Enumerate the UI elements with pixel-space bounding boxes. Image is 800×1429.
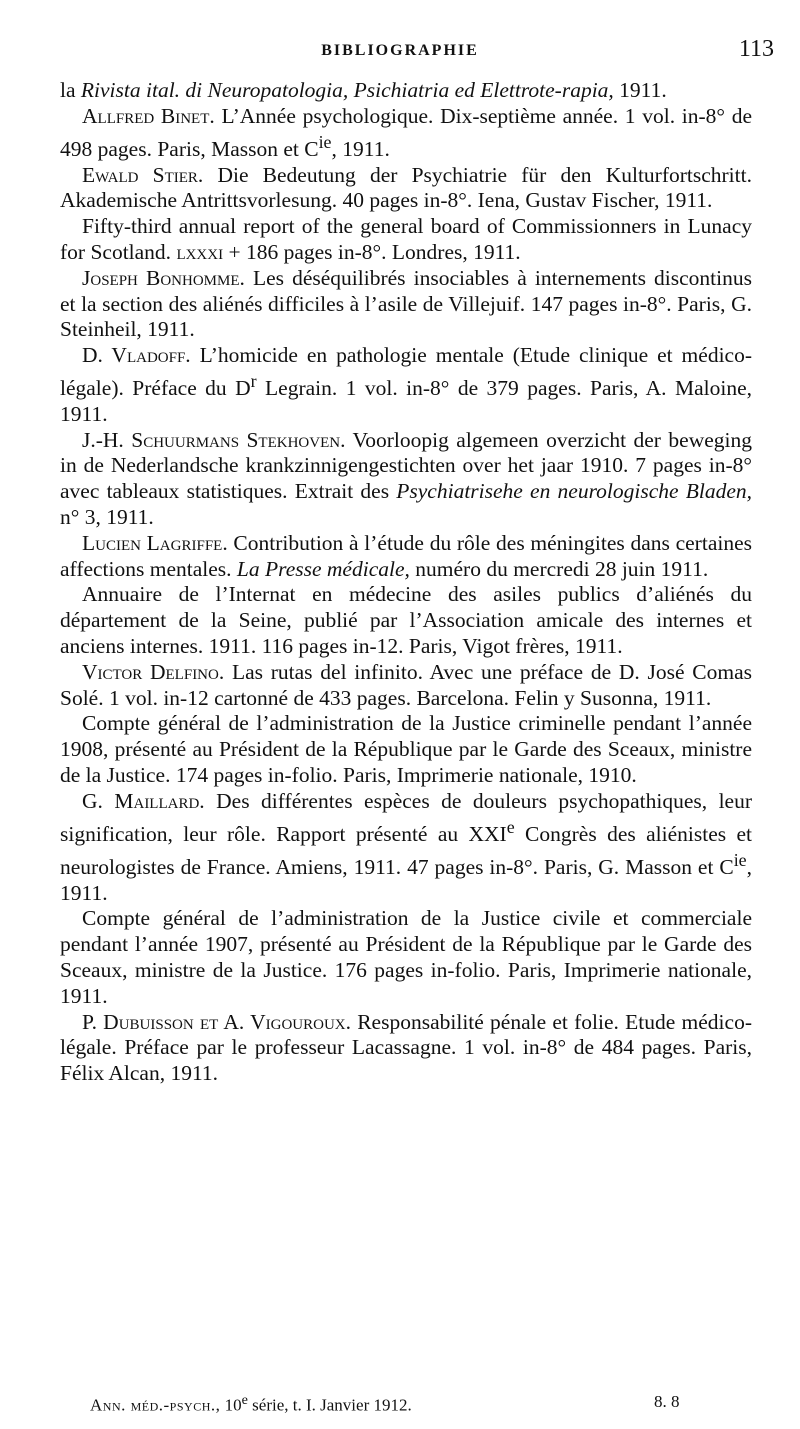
entry-author: J.-H. Schuurmans Stekhoven.: [82, 427, 346, 452]
entry-title-italic: Rivista ital. di Neuropatologia, Psichiatria ed Elettrote-rapia,: [80, 78, 614, 102]
footer-series-suffix: e: [241, 1392, 248, 1408]
entry-superscript: r: [250, 370, 257, 391]
bibliography-entry: [60, 266, 752, 343]
entry-superscript: ie: [318, 131, 332, 152]
entry-text: lxxxi: [176, 239, 224, 264]
entry-text: Responsabilité pénale et folie. Etude médico-légale. Préface par le professeur Lacassagne. 1 vol. in-8° de 484 pages. Paris, Félix Alcan, 1911.: [60, 1009, 752, 1086]
entry-author: Allfred Binet.: [82, 103, 215, 128]
footer-series-number: 10: [224, 1395, 242, 1415]
entry-title-italic: Psychiatrisehe en neurologische Bladen,: [396, 479, 752, 504]
bibliography-list: [60, 78, 752, 1087]
entry-text: , 1911.: [60, 854, 752, 905]
bibliography-entry: [60, 214, 752, 266]
entry-text: la: [60, 78, 81, 102]
entry-author: D. Vladoff.: [82, 343, 191, 368]
entry-text: Compte général de l’administration de la Justice civile et commerciale pendant l’année 1907, présenté au Président de la République par le Garde des Sceaux, ministre de la Justice. 176 pages in-folio. Paris, Imprimerie nationale, 1911.: [60, 906, 752, 1008]
entry-text: Contribution à l’étude du rôle des méningites dans certaines affections mentales.: [60, 530, 752, 581]
entry-author: P. Dubuisson et A. Vigouroux.: [82, 1009, 351, 1034]
running-title: BIBLIOGRAPHIE: [321, 42, 479, 59]
entry-superscript: e: [506, 816, 515, 837]
entry-text: L’Année psychologique. Dix-septième année. 1 vol. in-8° de 498 pages. Paris, Masson et C: [60, 103, 753, 161]
bibliography-entry: [60, 906, 752, 1009]
entry-text: Legrain. 1 vol. in-8° de 379 pages. Paris, A. Maloine, 1911.: [60, 376, 752, 426]
entry-text: Compte général de l’administration de la Justice criminelle pendant l’année 1908, présenté au Président de la République par le Garde des Sceaux, ministre de la Justice. 174 pages in-folio. Paris, Imprimerie nationale, 1910.: [60, 711, 752, 788]
bibliography-entry: [60, 660, 752, 712]
entry-text: Voorloopig algemeen overzicht der beweging in de Nederlandsche krankzinnigengestichten over het jaar 1910. 7 pages in-8° avec tableaux statistiques. Extrait des: [60, 427, 752, 504]
bibliography-entry: [60, 163, 752, 215]
entry-text: Des différentes espèces de douleurs psychopathiques, leur signification, leur rôle. Rapport présenté au XXI: [60, 788, 752, 846]
bibliography-entry: [60, 343, 752, 428]
entry-author: Joseph Bonhomme.: [82, 265, 245, 290]
entry-text: Fifty-third annual report of the general board of Commissionners in Lunacy for Scotland.: [60, 214, 752, 264]
page-header: [0, 36, 800, 70]
bibliography-entry: [60, 711, 752, 788]
bibliography-entry: [60, 789, 752, 907]
entry-text: numéro du mercredi 28 juin 1911.: [409, 556, 709, 581]
entry-text: + 186 pages in-8°. Londres, 1911.: [223, 239, 521, 264]
page-number: 113: [738, 36, 774, 62]
entry-text: , 1911.: [331, 136, 390, 161]
entry-text: L’homicide en pathologie mentale (Etude clinique et médico-légale). Préface du D: [60, 343, 752, 401]
entry-text: Die Bedeutung der Psychiatrie für den Kulturfortschritt. Akademische Antrittsvorlesung. 40 pages in-8°. Iena, Gustav Fischer, 1911.: [60, 162, 752, 213]
bibliography-entry: [60, 531, 752, 583]
entry-author: G. Maillard.: [82, 788, 205, 813]
entry-author: Lucien Lagriffe.: [82, 530, 228, 555]
entry-text: Las rutas del infinito. Avec une préface de D. José Comas Solé. 1 vol. in-12 cartonné de 433 pages. Barcelona. Felin y Susonna, 1911.: [60, 659, 752, 710]
entry-text: n° 3, 1911.: [60, 505, 154, 530]
entry-text: Annuaire de l’Internat en médecine des asiles publics d’aliénés du département de la Seine, publié par l’Association amicale des internes et anciens internes. 1911. 116 pages in-12. Paris, Vigot frères, 1911.: [60, 582, 752, 659]
bibliography-entry: [60, 1010, 752, 1087]
bibliography-entry: [60, 78, 752, 104]
entry-text: 1911.: [613, 78, 667, 102]
bibliography-entry: [60, 104, 752, 163]
entry-text: Congrès des aliénistes et neurologistes de France. Amiens, 1911. 47 pages in-8°. Paris, G. Masson et C: [60, 821, 753, 879]
bibliography-entry: [60, 428, 752, 531]
entry-superscript: ie: [733, 849, 747, 870]
footer-signature: 8. 8: [654, 1392, 680, 1411]
entry-author: Ewald Stier.: [82, 162, 204, 187]
bibliography-entry: [60, 582, 752, 659]
footer-issue: série, t. I. Janvier 1912.: [247, 1395, 412, 1415]
page-footer: [90, 1392, 720, 1416]
entry-text: Les déséquilibrés insociables à internements discontinus et la section des aliénés difficiles à l’asile de Villejuif. 147 pages in-8°. Paris, G. Steinheil, 1911.: [60, 265, 752, 342]
entry-title-italic: La Presse médicale,: [236, 556, 410, 581]
footer-journal: Ann. méd.-psych.,: [90, 1395, 221, 1415]
entry-author: Victor Delfino.: [82, 659, 225, 684]
